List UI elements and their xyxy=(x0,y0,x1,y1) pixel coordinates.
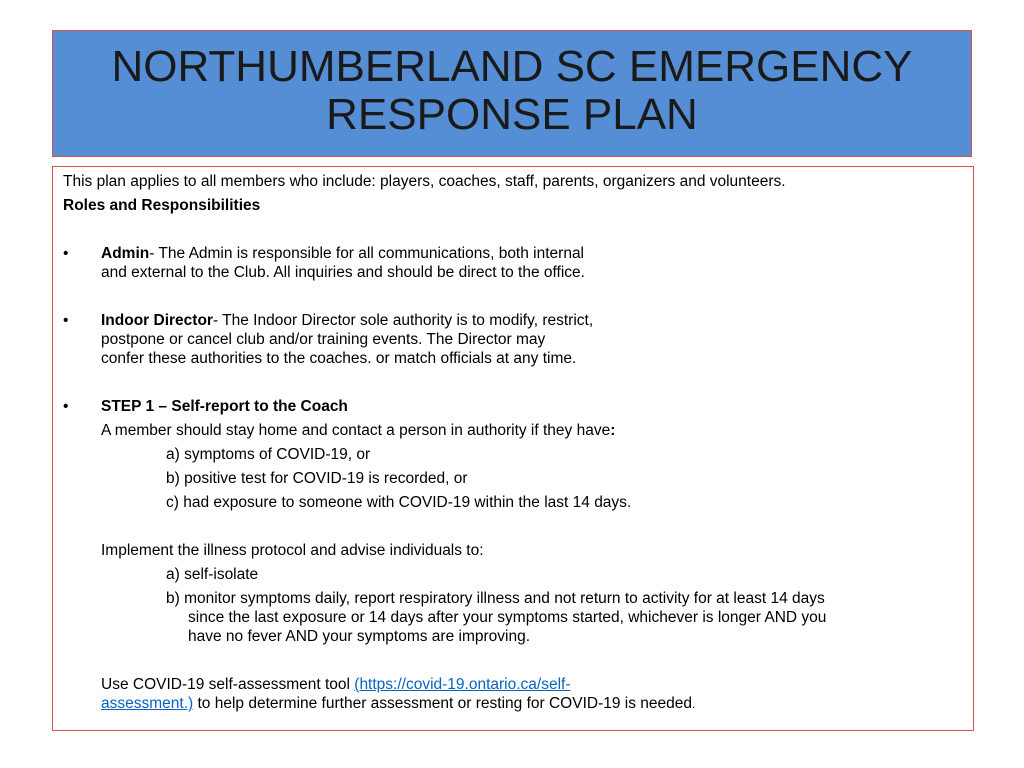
indoor-director-label: Indoor Director xyxy=(101,312,213,329)
roles-heading: Roles and Responsibilities xyxy=(63,197,261,214)
assessment-link-part-1[interactable] xyxy=(354,676,570,693)
admin-label: Admin xyxy=(101,245,150,262)
protocol-item-a: a) self-isolate xyxy=(166,566,259,583)
admin-line-1 xyxy=(101,244,584,263)
assessment-link-url-1[interactable]: https://covid-19.ontario.ca/self- xyxy=(359,676,571,693)
protocol-item-b-line-2: since the last exposure or 14 days after your symptoms started, whichever is longer AND you xyxy=(188,609,827,626)
indoor-director-line-1 xyxy=(101,311,593,330)
assessment-link-close[interactable]: .) xyxy=(183,695,194,712)
bullet-admin: • xyxy=(63,245,69,262)
page-title xyxy=(53,43,971,139)
intro-text: This plan applies to all members who include: players, coaches, staff, parents, organizers and volunteers. xyxy=(63,173,786,190)
indoor-director-text-2: postpone or cancel club and/or training events. The Director may xyxy=(101,331,546,348)
assessment-suffix: to help determine further assessment or resting for COVID-19 is needed xyxy=(193,695,692,712)
indoor-director-text-3: confer these authorities to the coaches. or match officials at any time. xyxy=(101,350,577,367)
assessment-link-open[interactable]: ( xyxy=(354,676,360,693)
admin-text-1: - The Admin is responsible for all communications, both internal xyxy=(149,245,585,262)
assessment-line-2 xyxy=(101,694,695,714)
bullet-indoor-director: • xyxy=(63,312,69,329)
assessment-period: . xyxy=(692,697,696,711)
step1-item-c: c) had exposure to someone with COVID-19 within the last 14 days. xyxy=(166,494,632,511)
indoor-director-text-1: - The Indoor Director sole authority is to modify, restrict, xyxy=(212,312,594,329)
content-panel xyxy=(52,166,974,731)
assessment-prefix: Use COVID-19 self-assessment tool xyxy=(101,676,355,693)
protocol-item-b-line-1: b) monitor symptoms daily, report respiratory illness and not return to activity for at least 14 days xyxy=(166,590,825,607)
title-banner xyxy=(52,30,972,157)
assessment-link-url-2[interactable]: assessment xyxy=(101,695,184,712)
step1-item-b: b) positive test for COVID-19 is recorded, or xyxy=(166,470,468,487)
title-line-1: NORTHUMBERLAND SC EMERGENCY xyxy=(111,42,913,91)
step1-intro xyxy=(101,421,615,440)
title-line-2: RESPONSE PLAN xyxy=(326,90,698,139)
protocol-intro: Implement the illness protocol and advise individuals to: xyxy=(101,542,484,559)
admin-text-2: and external to the Club. All inquiries and should be direct to the office. xyxy=(101,264,585,281)
step1-intro-text: A member should stay home and contact a person in authority if they have xyxy=(101,422,611,439)
step1-heading: STEP 1 – Self-report to the Coach xyxy=(101,398,348,415)
step1-item-a: a) symptoms of COVID-19, or xyxy=(166,446,371,463)
protocol-item-b-line-3: have no fever AND your symptoms are improving. xyxy=(188,628,530,645)
assessment-line-1 xyxy=(101,675,571,694)
assessment-link-part-2[interactable] xyxy=(101,695,193,712)
bullet-step1: • xyxy=(63,398,69,415)
step1-intro-colon: : xyxy=(610,422,616,439)
